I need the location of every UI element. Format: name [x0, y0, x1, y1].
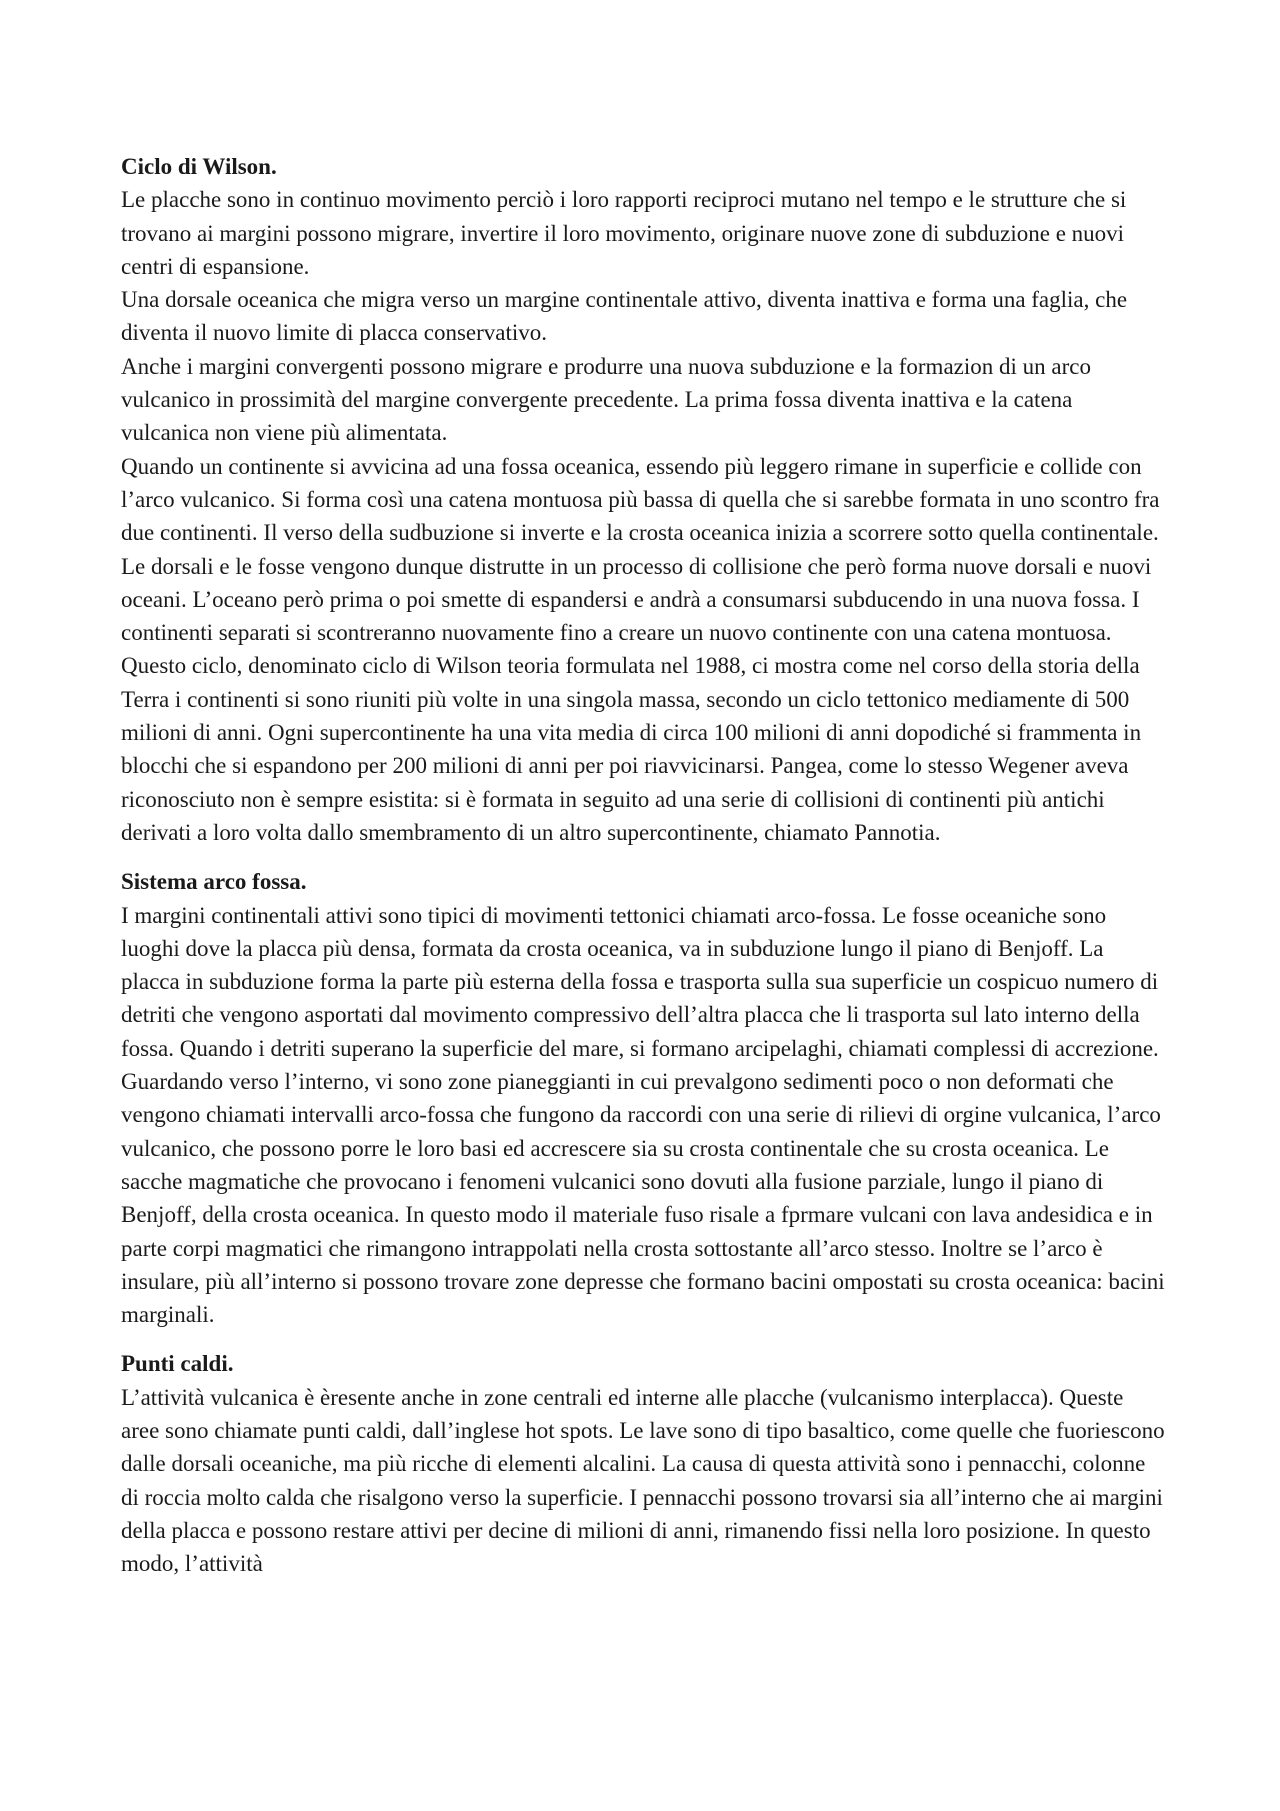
document-body [121, 150, 1166, 1596]
paragraph: Le placche sono in continuo movimento perciò i loro rapporti reciproci mutano nel tempo e le strutture che si trovano ai margini possono migrare, invertire il loro movimento, originare nuove zone di subduzione e nuovi centri di espansione. [121, 187, 1127, 279]
section-heading: Sistema arco fossa. [121, 869, 307, 895]
section-ciclo-di-wilson [121, 150, 1166, 849]
paragraph: Una dorsale oceanica che migra verso un margine continentale attivo, diventa inattiva e forma una faglia, che diventa il nuovo limite di placca conservativo. [121, 287, 1128, 346]
section-heading: Punti caldi. [121, 1351, 234, 1377]
paragraph: I margini continentali attivi sono tipici di movimenti tettonici chiamati arco-fossa. Le fosse oceaniche sono luoghi dove la placca più densa, formata da crosta oceanica, va in subduzione lungo il piano di Benjoff. La placca in subduzione forma la parte più esterna della fossa e trasporta sulla sua superficie un cospicuo numero di detriti che vengono asportati dal movimento compressivo dell’altra placca che li trasporta sul lato interno della fossa. Quando i detriti superano la superficie del mare, si formano arcipelaghi, chiamati complessi di accrezione. Guardando verso l’interno, vi sono zone pianeggianti in cui prevalgono sedimenti poco o non deformati che vengono chiamati intervalli arco-fossa che fungono da raccordi con una serie di rilievi di orgine vulcanica, l’arco vulcanico, che possono porre le loro basi ed accrescere sia su crosta continentale che su crosta oceanica. Le sacche magmatiche che provocano i fenomeni vulcanici sono dovuti alla fusione parziale, lungo il piano di Benjoff, della crosta oceanica. In questo modo il materiale fuso risale a fprmare vulcani con lava andesidica e in parte corpi magmatici che rimangono intrappolati nella crosta sottostante all’arco stesso. Inoltre se l’arco è insulare, più all’interno si possono trovare zone depresse che formano bacini ompostati su crosta oceanica: bacini marginali. [121, 902, 1165, 1328]
paragraph: Quando un continente si avvicina ad una fossa oceanica, essendo più leggero rimane in superficie e collide con l’arco vulcanico. Si forma così una catena montuosa più bassa di quella che si sarebbe formata in uno scontro fra due continenti. Il verso della sudbuzione si inverte e la crosta oceanica inizia a scorrere sotto quella continentale. Le dorsali e le fosse vengono dunque distrutte in un processo di collisione che però forma nuove dorsali e nuovi oceani. L’oceano però prima o poi smette di espandersi e andrà a consumarsi subducendo in una nuova fossa. I continenti separati si scontreranno nuovamente fino a creare un nuovo continente con una catena montuosa. Questo ciclo, denominato ciclo di Wilson teoria formulata nel 1988, ci mostra come nel corso della storia della Terra i continenti si sono riuniti più volte in una singola massa, secondo un ciclo tettonico mediamente di 500 milioni di anni. Ogni supercontinente ha una vita media di circa 100 milioni di anni dopodiché si frammenta in blocchi che si espandono per 200 milioni di anni per poi riavvicinarsi. Pangea, come lo stesso Wegener aveva riconosciuto non è sempre esistita: si è formata in seguito ad una serie di collisioni di continenti più antichi derivati a loro volta dallo smembramento di un altro supercontinente, chiamato Pannotia. [121, 453, 1160, 845]
section-punti-caldi [121, 1347, 1166, 1580]
section-sistema-arco-fossa [121, 865, 1166, 1331]
paragraph: L’attività vulcanica è èresente anche in zone centrali ed interne alle placche (vulcanismo interplacca). Queste aree sono chiamate punti caldi, dall’inglese hot spots. Le lave sono di tipo basaltico, come quelle che fuoriescono dalle dorsali oceaniche, ma più ricche di elementi alcalini. La causa di questa attività sono i pennacchi, colonne di roccia molto calda che risalgono verso la superficie. I pennacchi possono trovarsi sia all’interno che ai margini della placca e possono restare attivi per decine di milioni di anni, rimanendo fissi nella loro posizione. In questo modo, l’attività [121, 1384, 1165, 1577]
section-heading: Ciclo di Wilson. [121, 154, 277, 179]
paragraph: Anche i margini convergenti possono migrare e produrre una nuova subduzione e la formazion di un arco vulcanico in prossimità del margine convergente precedente. La prima fossa diventa inattiva e la catena vulcanica non viene più alimentata. [121, 353, 1091, 446]
